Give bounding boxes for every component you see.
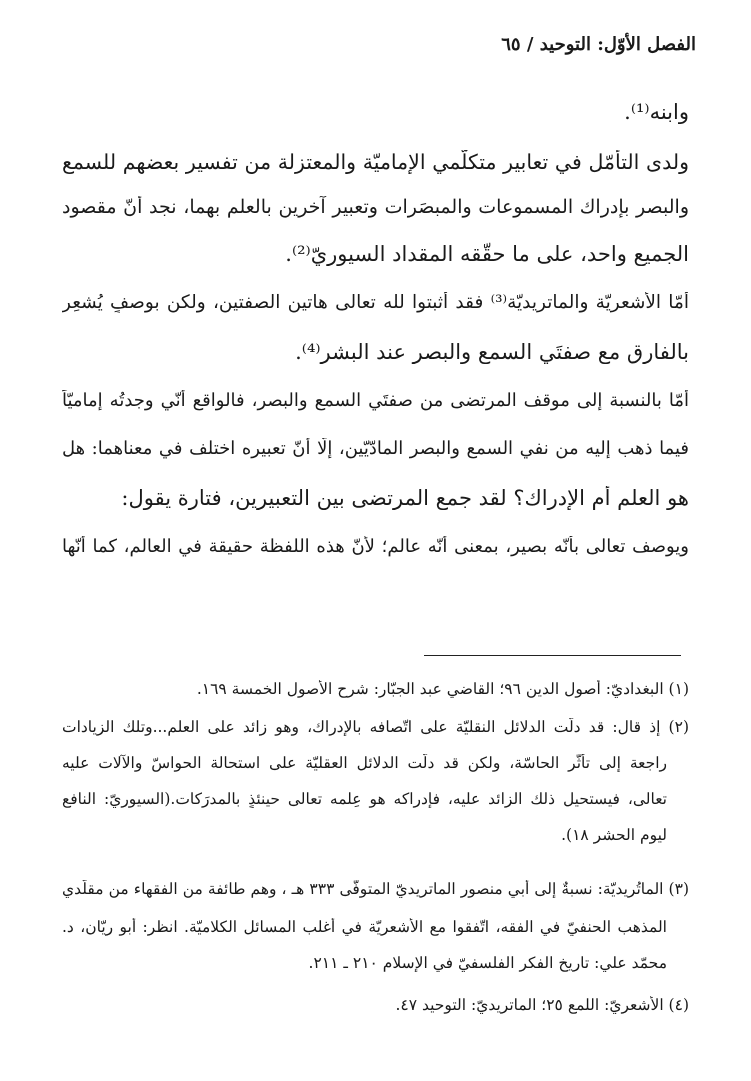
footnote-line: (٤) الأشعريّ: اللمع ٢٥؛ الماتريديّ: التوحيد ٤٧. <box>395 996 689 1014</box>
footnote-line: (١) البغداديّ: أصول الدين ٩٦؛ القاضي عبد الجبّار: شرح الأصول الخمسة ١٦٩. <box>196 680 689 698</box>
body-line: وابنه⁽¹⁾. <box>624 100 689 124</box>
footnote-line: (٢) إذ قال: قد دلّت الدلائل النقليّة على اتّصافه بالإدراك، وهو زائد على العلم...وتلك الزيادات <box>62 718 689 736</box>
body-line: أمّا بالنسبة إلى موقف المرتضى من صفتَي السمع والبصر، فالواقع أنّي وجدتُه إماميّاً <box>62 390 689 411</box>
footnote-line: (٣) الماتُريديّة: نسبةٌ إلى أبي منصور الماتريديّ المتوفّى ٣٣٣ هـ ، وهم طائفة من الفقهاء من مقلّدي <box>62 880 689 898</box>
footnote-divider <box>424 655 681 656</box>
footnote-line: المذهب الحنفيّ في الفقه، اتّفقوا مع الأشعريّة في أغلب المسائل الكلاميّة. انظر: أبو ريّان، د. <box>62 918 667 936</box>
footnote-line: تعالى، فيستحيل ذلك الزائد عليه، فإدراكه هو عِلمه تعالى حينئذٍ بالمدرَكات.(السيوريّ: النافع <box>62 790 667 808</box>
body-line: بالفارق مع صفتَي السمع والبصر عند البشر⁽⁴⁾. <box>295 340 689 364</box>
body-line: هو العلم أم الإدراك؟ لقد جمع المرتضى بين التعبيرين، فتارة يقول: <box>121 486 689 510</box>
body-line: ولدى التأمّل في تعابير متكلّمي الإماميّة والمعتزلة من تفسير بعضهم للسمع <box>62 150 689 174</box>
footnote-line: ليوم الحشر ١٨). <box>561 826 667 844</box>
body-line: والبصر بإدراك المسموعات والمبصَرات وتعبير آخرين بالعلم بهما، نجد أنّ مقصود <box>62 196 689 218</box>
body-line: الجميع واحد، على ما حقّقه المقداد السيوريّ⁽²⁾. <box>285 242 689 266</box>
footnote-line: محمّد علي: تاريخ الفكر الفلسفيّ في الإسلام ٢١٠ ـ ٢١١. <box>308 954 667 972</box>
running-head: الفصل الأوّل: التوحيد / ٦٥ <box>501 34 696 55</box>
footnote-line: راجعة إلى تأثُّر الحاسّة، ولكن قد دلّت الدلائل العقليّة على استحالة الحواسّ والآلات عليه <box>62 754 667 772</box>
body-line: ويوصف تعالى بأنّه بصير، بمعنى أنّه عالم؛ لأنّ هذه اللفظة حقيقة في العالم، كما أنّها <box>62 536 689 557</box>
body-line: فيما ذهب إليه من نفي السمع والبصر المادّيّين، إلّا أنّ تعبيره اختلف في معناهما: هل <box>62 438 689 459</box>
body-line: أمّا الأشعريّة والماتريديّة⁽³⁾ فقد أثبتوا لله تعالى هاتين الصفتين، ولكن بوصفٍ يُشعِر <box>62 292 689 313</box>
